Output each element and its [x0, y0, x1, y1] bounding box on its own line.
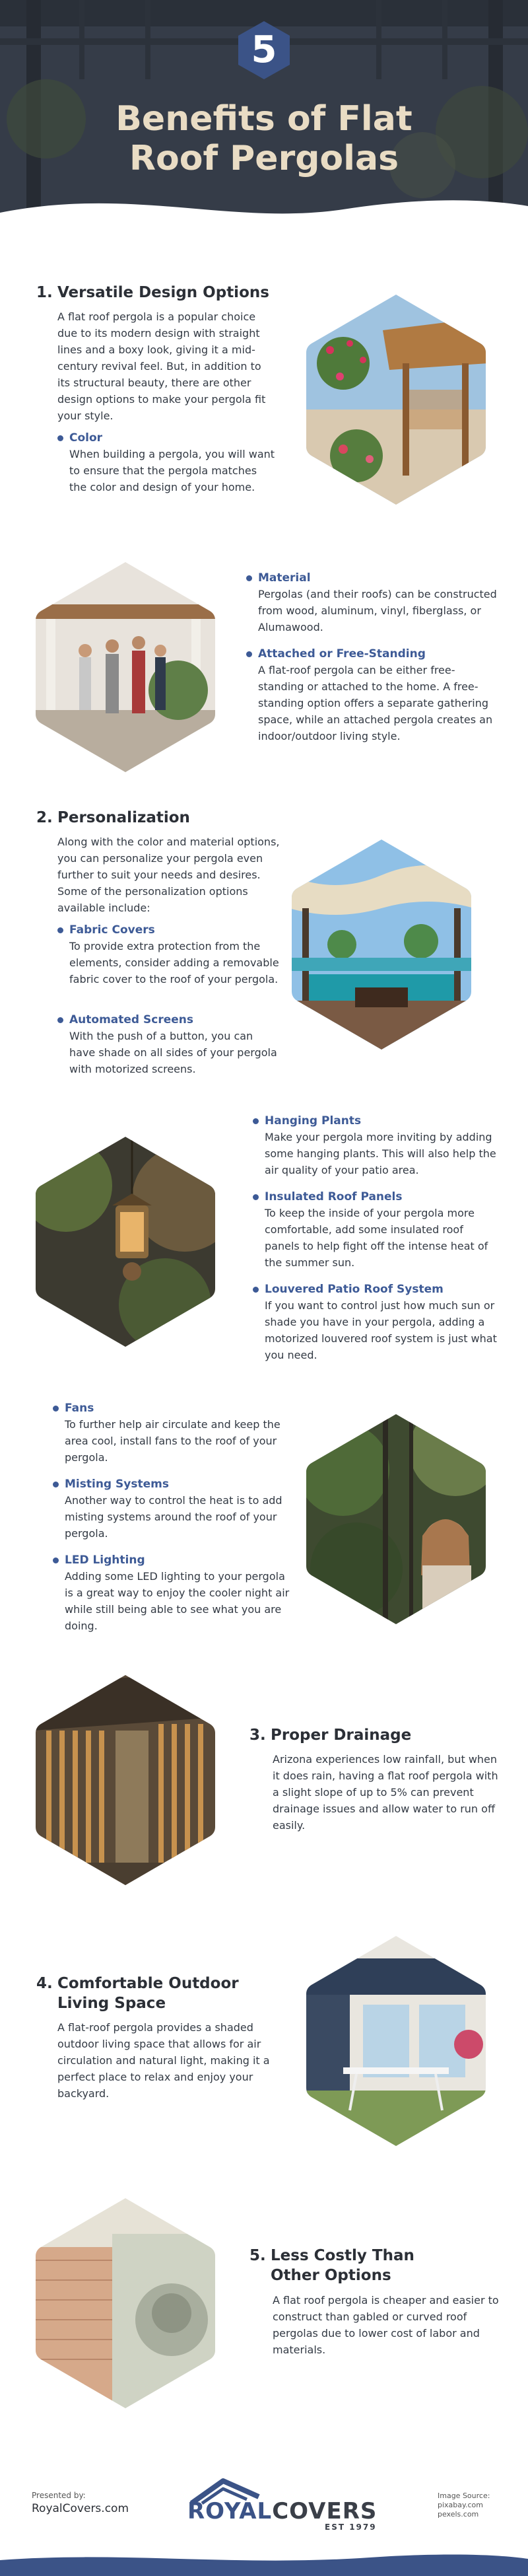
- list-item-hanging-plants: [253, 1113, 497, 1178]
- royal-covers-logo: [185, 2472, 396, 2531]
- section4-text: A flat-roof pergola provides a shaded outdoor living space that allows for air circulation and natural light, making it a perfect place to relax and enjoy your backyard.: [57, 2021, 270, 2100]
- item-text: If you want to control just how much sun or shade you have in your pergola, adding a motorized louvered roof system is just what you need.: [265, 1299, 497, 1361]
- item-title: [253, 1113, 497, 1129]
- section1-number: 1.: [36, 284, 53, 301]
- section2-title: Personalization: [57, 809, 190, 826]
- bullet-icon: [57, 1017, 63, 1023]
- item-text: Pergolas (and their roofs) can be constructed from wood, aluminum, vinyl, fiberglass, or Alumawood.: [258, 588, 497, 633]
- item-title: [246, 570, 497, 586]
- logo-royal: ROYAL: [187, 2498, 273, 2524]
- list-item-material: [246, 570, 497, 635]
- bullet-icon: [253, 1118, 259, 1124]
- item-title-text: Automated Screens: [69, 1013, 193, 1026]
- item-title-text: Hanging Plants: [265, 1114, 362, 1127]
- photo-pergola-flowers: [304, 291, 488, 509]
- item-title-text: Color: [69, 431, 103, 445]
- item-text: With the push of a button, you can have shade on all sides of your pergola with motorized screens.: [69, 1030, 277, 1075]
- bullet-icon: [246, 651, 252, 657]
- photo-outdoor-dining: [304, 1932, 488, 2150]
- bullet-icon: [53, 1482, 59, 1487]
- bullet-icon: [53, 1557, 59, 1563]
- list-item-led-lighting: [53, 1552, 290, 1634]
- item-title-text: Material: [258, 571, 311, 585]
- photo-hanging-lantern: [33, 1133, 218, 1351]
- photo-slatted-pergola: [33, 1671, 218, 1889]
- section2-intro: Along with the color and material options, you can personalize your pergola even further to suit your needs and desires. Some of the personalization options available include:: [57, 836, 280, 914]
- item-text: Make your pergola more inviting by adding some hanging plants. This will also help the air quality of your patio area.: [265, 1131, 496, 1176]
- footer-wave-bar: [0, 2551, 528, 2576]
- photo-woman-garden: [304, 1410, 488, 1628]
- section3-heading: [249, 1725, 411, 1745]
- section5-text: A flat roof pergola is cheaper and easier to construct than gabled or curved roof pergolas due to lower cost of labor and materials.: [273, 2294, 499, 2356]
- section2-number: 2.: [36, 809, 53, 826]
- item-text: Another way to control the heat is to add misting systems around the roof of your pergola.: [65, 1494, 282, 1540]
- section4-number: 4.: [36, 1975, 53, 1992]
- item-title-text: Fans: [65, 1402, 94, 1415]
- item-title-text: Fabric Covers: [69, 923, 155, 937]
- item-text: When building a pergola, you will want to ensure that the pergola matches the color and design of your home.: [69, 448, 275, 493]
- section4-title-line1: Comfortable Outdoor: [57, 1975, 239, 1992]
- image-source-label: Image Source:: [438, 2491, 490, 2500]
- section1-intro: A flat roof pergola is a popular choice due to its modern design with straight lines and a boxy look, giving it a mid-century revival feel. But, in addition to its structural beauty, there are other design options to make your pergola fit your style.: [57, 310, 266, 422]
- list-item-color: [57, 430, 275, 495]
- logo-wordmark: [187, 2498, 377, 2524]
- list-item-fans: [53, 1400, 290, 1466]
- item-title-text: Attached or Free-Standing: [258, 647, 426, 661]
- list-item-fabric-covers: [57, 922, 282, 987]
- item-title: [57, 922, 282, 938]
- bullet-icon: [53, 1406, 59, 1412]
- image-source-pixabay: pixabay.com: [438, 2501, 483, 2509]
- photo-people-under-pergola: [33, 558, 218, 776]
- item-title: [53, 1476, 290, 1492]
- section4-heading: [36, 1974, 239, 2013]
- section3-text: Arizona experiences low rainfall, but when it does rain, having a flat roof pergola with a slight slope of up to 5% can prevent drainage issues and allow water to run off easily.: [273, 1753, 498, 1832]
- logo-est: EST 1979: [325, 2522, 377, 2532]
- photo-fabric-cover-patio: [289, 836, 474, 1054]
- section3-number: 3.: [249, 1727, 266, 1744]
- list-item-louvered-patio-roof-system: [253, 1281, 497, 1363]
- list-item-misting-systems: [53, 1476, 290, 1542]
- bullet-icon: [253, 1194, 259, 1200]
- item-title-text: LED Lighting: [65, 1554, 145, 1567]
- logo-covers: COVERS: [272, 2498, 378, 2524]
- section1-title: Versatile Design Options: [57, 284, 269, 301]
- item-title: [246, 646, 497, 662]
- item-text: A flat-roof pergola can be either free-standing or attached to the home. A free-standing option offers a separate gathering space, while an attached pergola creates an indoor/outdoor living style.: [258, 664, 493, 742]
- item-title: [53, 1400, 290, 1416]
- bullet-icon: [57, 435, 63, 441]
- footer-site-link[interactable]: RoyalCovers.com: [32, 2502, 129, 2515]
- section5-number: 5.: [249, 2247, 266, 2264]
- section5-title-line2: Other Options: [271, 2267, 391, 2284]
- item-text: To provide extra protection from the elements, consider adding a removable fabric cover to the roof of your pergola.: [69, 940, 279, 985]
- item-text: To keep the inside of your pergola more comfortable, add some insulated roof panels to help fight off the intense heat of the summer sun.: [265, 1207, 488, 1269]
- list-item-attached-or-free-standing: [246, 646, 497, 744]
- photo-money-stack: [33, 2194, 218, 2412]
- header-number: 5: [251, 28, 277, 71]
- page-title-line1: Benefits of Flat: [116, 99, 412, 139]
- item-title: [57, 430, 275, 446]
- image-sources: [438, 2491, 490, 2519]
- item-title-text: Insulated Roof Panels: [265, 1190, 403, 1203]
- section5-heading: [249, 2246, 414, 2285]
- item-text: To further help air circulate and keep the area cool, install fans to the roof of your pergola.: [65, 1418, 280, 1464]
- item-title: [57, 1012, 282, 1028]
- item-text: Adding some LED lighting to your pergola is a great way to enjoy the cooler night air while still being able to see what you are doing.: [65, 1570, 290, 1632]
- list-item-automated-screens: [57, 1012, 282, 1077]
- item-title-text: Louvered Patio Roof System: [265, 1283, 444, 1296]
- page-title-line2: Roof Pergolas: [129, 139, 399, 178]
- image-source-pexels: pexels.com: [438, 2510, 479, 2519]
- hero-wave-divider: [0, 186, 528, 231]
- section4-title-line2: Living Space: [57, 1995, 166, 2012]
- bullet-icon: [57, 927, 63, 933]
- item-title: [253, 1189, 497, 1205]
- item-title: [253, 1281, 497, 1297]
- section3-title: Proper Drainage: [271, 1727, 412, 1744]
- bullet-icon: [246, 575, 252, 581]
- bullet-icon: [253, 1287, 259, 1293]
- section1-heading: [36, 283, 269, 303]
- section2-heading: [36, 808, 190, 828]
- footer-presented-by: [32, 2490, 129, 2517]
- page-title: [66, 99, 462, 178]
- presented-by-label: Presented by:: [32, 2491, 86, 2500]
- item-title: [53, 1552, 290, 1568]
- list-item-insulated-roof-panels: [253, 1189, 497, 1271]
- item-title-text: Misting Systems: [65, 1478, 169, 1491]
- section5-title-line1: Less Costly Than: [271, 2247, 414, 2264]
